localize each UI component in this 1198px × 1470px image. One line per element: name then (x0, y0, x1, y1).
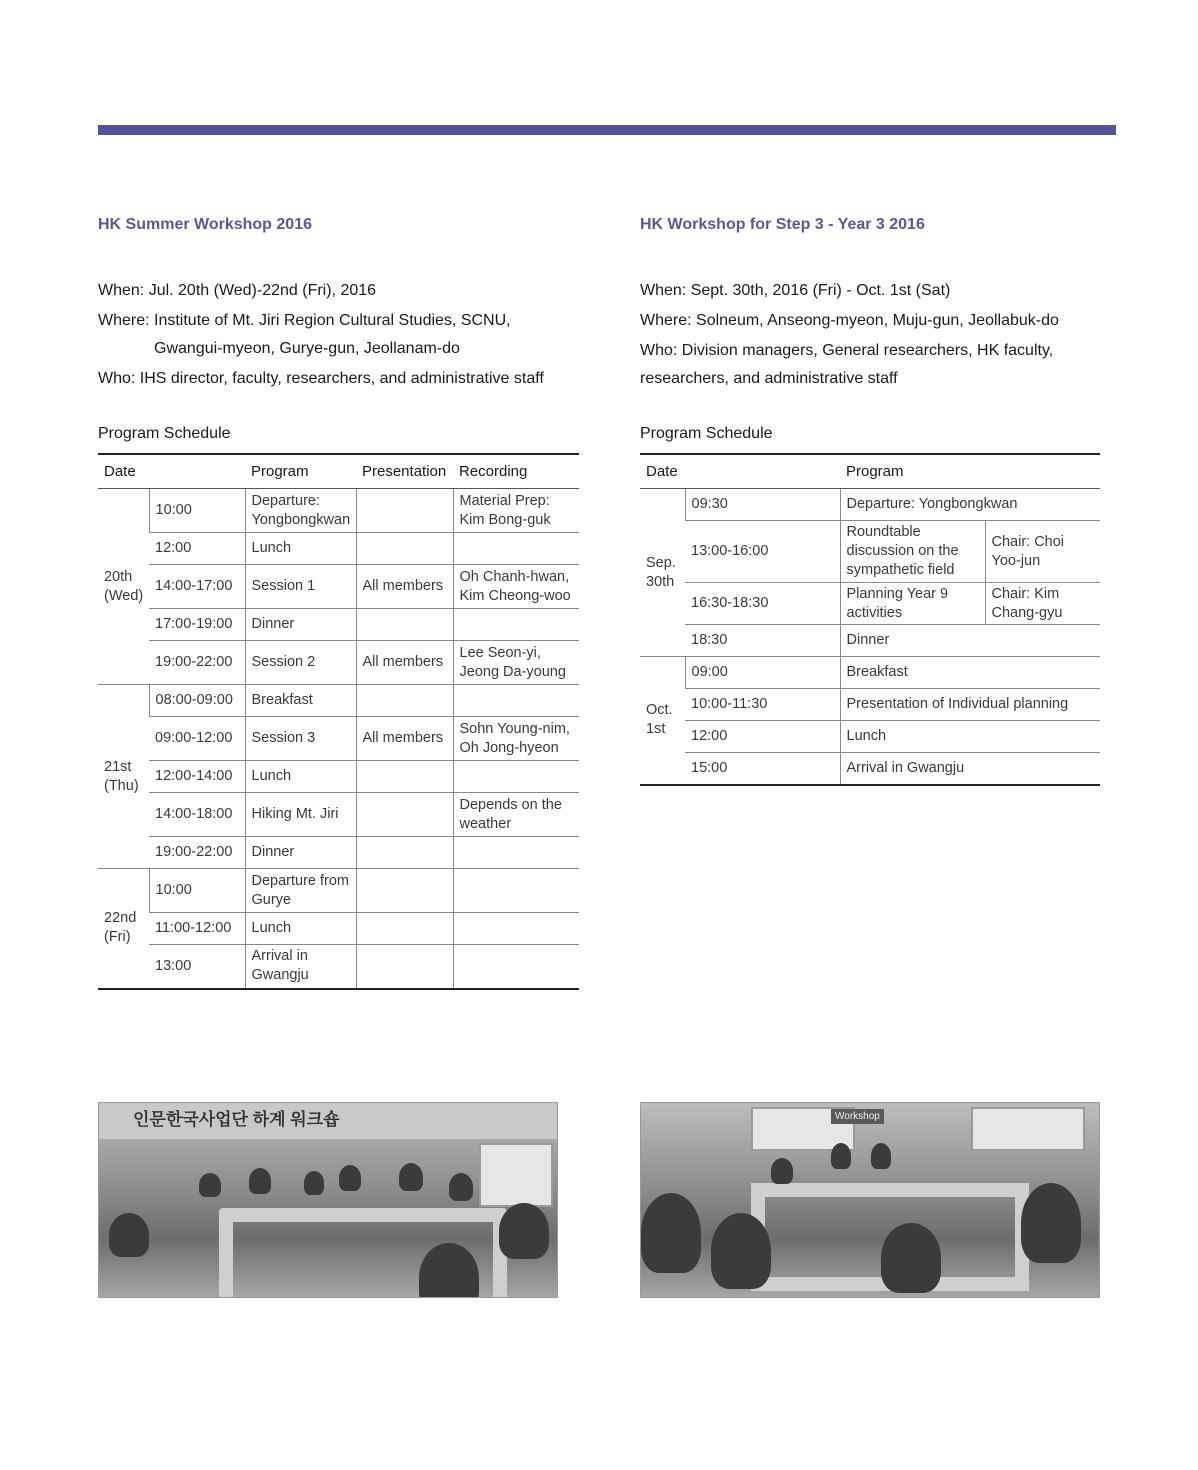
recording-cell (453, 609, 579, 641)
time-cell: 12:00 (685, 721, 840, 753)
table-row (640, 489, 1100, 521)
presentation-cell (356, 685, 453, 717)
presentation-cell: All members (356, 717, 453, 761)
table-row (640, 625, 1100, 657)
time-cell: 15:00 (685, 753, 840, 785)
recording-cell (453, 685, 579, 717)
time-cell: 08:00-09:00 (149, 685, 245, 717)
where-line-1: Where: Institute of Mt. Jiri Region Cultural Studies, SCNU, (98, 312, 511, 329)
table-row (98, 869, 579, 913)
recording-cell (453, 945, 579, 989)
program-cell: Session 2 (245, 641, 356, 685)
program-cell: Departure: Yongbongkwan (840, 489, 1100, 521)
time-cell: 09:30 (685, 489, 840, 521)
time-cell: 10:00-11:30 (685, 689, 840, 721)
date-line-2: 30th (646, 573, 675, 590)
date-line-1: Sep. (646, 554, 676, 571)
presentation-cell (356, 793, 453, 837)
photo-person (641, 1193, 701, 1273)
presentation-cell (356, 489, 453, 533)
date-cell (98, 489, 149, 685)
date-line-1: 21st (104, 758, 132, 775)
photo-person (199, 1173, 221, 1197)
time-cell: 09:00 (685, 657, 840, 689)
recording-cell: Lee Seon-yi, Jeong Da-young (453, 641, 579, 685)
program-cell: Lunch (245, 761, 356, 793)
time-cell: 10:00 (149, 489, 245, 533)
photo-banner-text: Workshop (831, 1109, 884, 1124)
table-row (98, 565, 579, 609)
table-row (98, 717, 579, 761)
photo-person (399, 1163, 423, 1191)
date-line-2: (Thu) (104, 777, 139, 794)
time-cell: 16:30-18:30 (685, 583, 840, 625)
recording-cell: Material Prep: Kim Bong-guk (453, 489, 579, 533)
header-program: Program (840, 454, 1100, 489)
table-row (98, 641, 579, 685)
time-cell: 09:00-12:00 (149, 717, 245, 761)
program-cell: Departure from Gurye (245, 869, 356, 913)
photo-person (871, 1143, 891, 1169)
who-line-2: researchers, and administrative staff (640, 370, 898, 387)
presentation-cell (356, 869, 453, 913)
header-presentation: Presentation (356, 454, 453, 489)
when-text: When: Jul. 20th (Wed)-22nd (Fri), 2016 (98, 282, 377, 299)
presentation-cell: All members (356, 565, 453, 609)
date-line-2: (Fri) (104, 929, 131, 946)
date-line-1: Oct. (646, 702, 673, 719)
chair-cell: Chair: Kim Chang-gyu (985, 583, 1100, 625)
time-cell: 18:30 (685, 625, 840, 657)
table-row (98, 685, 579, 717)
date-line-2: (Wed) (104, 587, 144, 604)
table-row (98, 609, 579, 641)
time-cell: 10:00 (149, 869, 245, 913)
photo-person (831, 1143, 851, 1169)
recording-cell: Oh Chanh-hwan, Kim Cheong-woo (453, 565, 579, 609)
date-cell (640, 657, 685, 785)
who-text: Who: IHS director, faculty, researchers, and administrative staff (98, 370, 544, 387)
schedule-label: Program Schedule (98, 425, 231, 442)
program-cell: Dinner (245, 609, 356, 641)
date-line-2: 1st (646, 721, 666, 738)
photo-person (881, 1223, 941, 1293)
program-cell: Lunch (245, 533, 356, 565)
date-line-1: 20th (104, 568, 133, 585)
photo-person (449, 1173, 473, 1201)
time-cell: 13:00-16:00 (685, 521, 840, 583)
table-row (640, 721, 1100, 753)
table-row (640, 657, 1100, 689)
program-cell: Arrival in Gwangju (840, 753, 1100, 785)
time-cell: 19:00-22:00 (149, 837, 245, 869)
table-row (98, 533, 579, 565)
presentation-cell (356, 837, 453, 869)
program-cell: Lunch (245, 913, 356, 945)
program-cell: Departure: Yongbongkwan (245, 489, 356, 533)
schedule-label: Program Schedule (640, 425, 773, 442)
time-cell: 13:00 (149, 945, 245, 989)
table-row (98, 793, 579, 837)
program-cell: Breakfast (245, 685, 356, 717)
header-recording: Recording (453, 454, 579, 489)
recording-cell (453, 837, 579, 869)
who-line-1: Who: Division managers, General researchers, HK faculty, (640, 342, 1054, 359)
recording-cell (453, 761, 579, 793)
section-heading: HK Workshop for Step 3 - Year 3 2016 (640, 216, 925, 233)
where-text: Where: Solneum, Anseong-myeon, Muju-gun, Jeollabuk-do (640, 312, 1059, 329)
table-row (98, 913, 579, 945)
table-row (640, 521, 1100, 583)
when-text: When: Sept. 30th, 2016 (Fri) - Oct. 1st (Sat) (640, 282, 951, 299)
photo-person (339, 1165, 361, 1191)
step3-workshop-photo (640, 1102, 1100, 1298)
photo-person (771, 1158, 793, 1184)
photo-person (109, 1213, 149, 1257)
program-cell: Session 1 (245, 565, 356, 609)
time-cell: 12:00-14:00 (149, 761, 245, 793)
step3-schedule-table (640, 453, 1100, 786)
table-row (98, 489, 579, 533)
where-line-2: Gwangui-myeon, Gurye-gun, Jeollanam-do (154, 340, 460, 357)
table-row (98, 761, 579, 793)
date-cell (98, 685, 149, 869)
summer-schedule-table (98, 453, 579, 990)
presentation-cell (356, 761, 453, 793)
time-cell: 14:00-17:00 (149, 565, 245, 609)
photo-person (711, 1213, 771, 1289)
presentation-cell (356, 533, 453, 565)
date-line-1: 22nd (104, 910, 137, 927)
photo-window (971, 1107, 1085, 1151)
presentation-cell: All members (356, 641, 453, 685)
table-row (640, 583, 1100, 625)
photo-person (249, 1168, 271, 1194)
event-info (98, 277, 544, 395)
recording-cell (453, 533, 579, 565)
recording-cell: Depends on the weather (453, 793, 579, 837)
program-cell: Presentation of Individual planning (840, 689, 1100, 721)
where-text (98, 307, 544, 335)
table-row (98, 945, 579, 989)
top-accent-bar (98, 125, 1116, 135)
summer-workshop-photo (98, 1102, 558, 1298)
photo-banner-text: 인문한국사업단 하계 워크숍 (133, 1110, 340, 1129)
photo-banner (99, 1103, 557, 1139)
photo-window (479, 1143, 553, 1207)
program-cell: Breakfast (840, 657, 1100, 689)
program-cell: Dinner (245, 837, 356, 869)
table-row (640, 689, 1100, 721)
table-row (98, 837, 579, 869)
photo-person (1021, 1183, 1081, 1263)
photo-person (499, 1203, 549, 1259)
table-row (640, 753, 1100, 785)
time-cell: 17:00-19:00 (149, 609, 245, 641)
date-cell (98, 869, 149, 989)
presentation-cell (356, 945, 453, 989)
program-cell: Session 3 (245, 717, 356, 761)
presentation-cell (356, 609, 453, 641)
table-header-row (98, 454, 579, 489)
section-heading: HK Summer Workshop 2016 (98, 216, 312, 233)
recording-cell: Sohn Young-nim, Oh Jong-hyeon (453, 717, 579, 761)
photo-person (304, 1171, 324, 1195)
time-cell: 12:00 (149, 533, 245, 565)
program-cell: Hiking Mt. Jiri (245, 793, 356, 837)
recording-cell (453, 869, 579, 913)
chair-cell: Chair: Choi Yoo-jun (985, 521, 1100, 583)
recording-cell (453, 913, 579, 945)
program-cell: Roundtable discussion on the sympathetic field (840, 521, 985, 583)
time-cell: 19:00-22:00 (149, 641, 245, 685)
event-info (640, 277, 1059, 395)
program-cell: Lunch (840, 721, 1100, 753)
header-date: Date (98, 454, 245, 489)
table-header-row (640, 454, 1100, 489)
program-cell: Dinner (840, 625, 1100, 657)
time-cell: 11:00-12:00 (149, 913, 245, 945)
time-cell: 14:00-18:00 (149, 793, 245, 837)
header-date: Date (640, 454, 840, 489)
date-cell (640, 489, 685, 657)
program-cell: Arrival in Gwangju (245, 945, 356, 989)
presentation-cell (356, 913, 453, 945)
program-cell: Planning Year 9 activities (840, 583, 985, 625)
header-program: Program (245, 454, 356, 489)
